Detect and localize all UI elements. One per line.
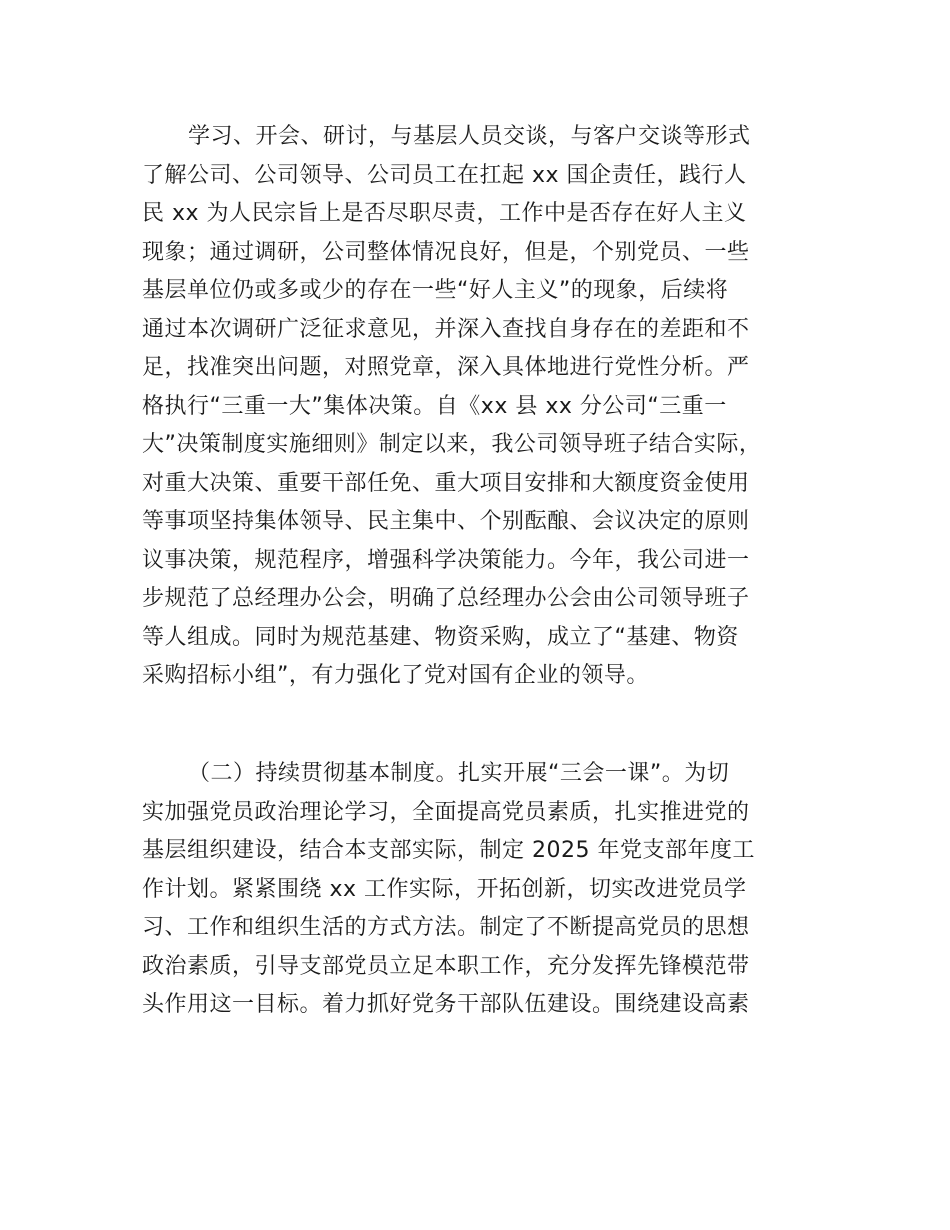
paragraph-1 [142, 118, 842, 696]
text-line: 等人组成。同时为规范基建、物资采购，成立了“基建、物资 [142, 624, 739, 650]
text-line: 头作用这一目标。着力抓好党务干部队伍建设。围绕建设高素 [142, 992, 750, 1017]
text-line: 政治素质，引导支部党员立足本职工作，充分发挥先锋模范带 [142, 953, 750, 979]
text-line: （二）持续贯彻基本制度。扎实开展“三会一课”。为切 [188, 761, 730, 786]
text-line: 学习、开会、研讨，与基层人员交谈，与客户交谈等形式 [188, 124, 751, 149]
text-line: 实加强党员政治理论学习，全面提高党员素质，扎实推进党的 [142, 799, 750, 825]
text-line: 议事决策，规范程序，增强科学决策能力。今年，我公司进一 [142, 547, 750, 573]
text-line: 习、工作和组织生活的方式方法。制定了不断提高党员的思想 [142, 915, 750, 940]
text-line: 采购招标小组”，有力强化了党对国有企业的领导。 [142, 663, 649, 688]
text-line: 基层单位仍或多或少的存在一些“好人主义”的现象，后续将 [142, 278, 729, 303]
text-line: 步规范了总经理办公会，明确了总经理办公会由公司领导班子 [142, 586, 750, 611]
text-line: 大”决策制度实施细则》制定以来，我公司领导班子结合实际， [142, 432, 762, 457]
paragraph-2 [142, 755, 842, 1025]
text-line: 作计划。紧紧围绕 xx 工作实际，开拓创新，切实改进党员学 [142, 876, 747, 902]
text-line: 基层组织建设，结合本支部实际，制定 2025 年党支部年度工 [142, 838, 755, 863]
text-line: 了解公司、公司领导、公司员工在扛起 xx 国企责任，践行人 [142, 162, 747, 188]
text-line: 格执行“三重一大”集体决策。自《xx 县 xx 分公司“三重一 [142, 393, 727, 419]
text-line: 民 xx 为人民宗旨上是否尽职尽责，工作中是否存在好人主义 [142, 201, 747, 226]
text-line: 足，找准突出问题，对照党章，深入具体地进行党性分析。严 [142, 355, 750, 380]
text-line: 对重大决策、重要干部任免、重大项目安排和大额度资金使用 [142, 470, 750, 496]
text-line: 等事项坚持集体领导、民主集中、个别酝酿、会议决定的原则 [142, 509, 750, 534]
text-line: 现象；通过调研，公司整体情况良好，但是，个别党员、一些 [142, 239, 750, 265]
text-line: 通过本次调研广泛征求意见，并深入查找自身存在的差距和不 [142, 316, 750, 342]
